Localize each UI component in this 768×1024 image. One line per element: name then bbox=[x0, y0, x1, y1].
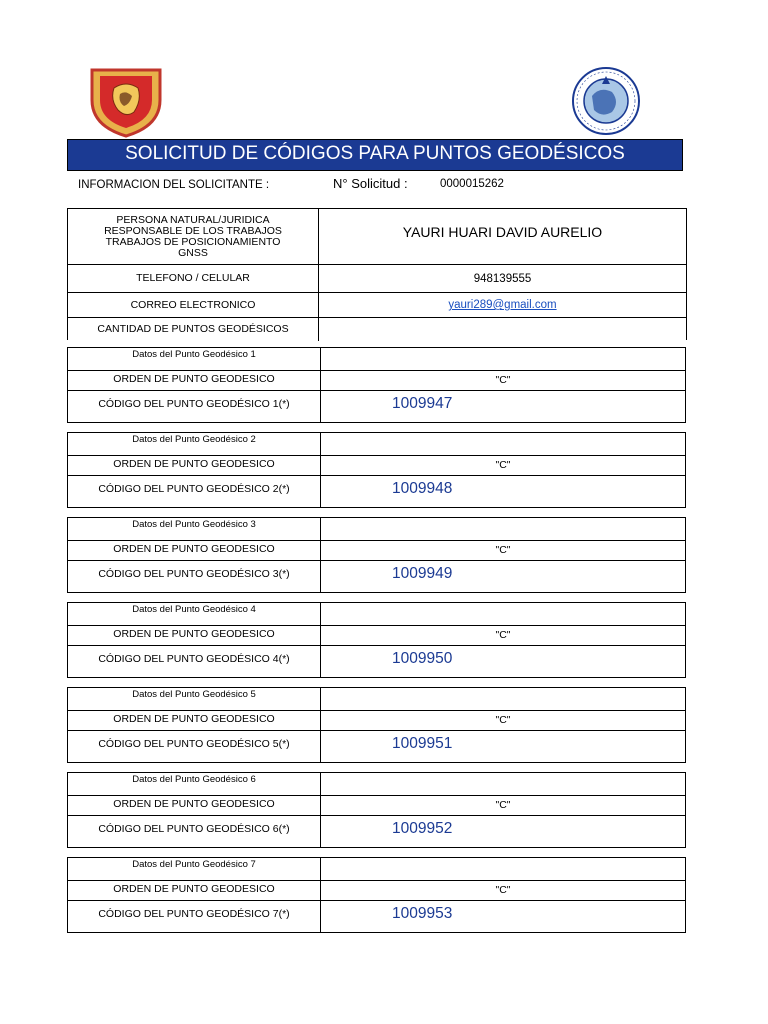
point-header: Datos del Punto Geodésico 5 bbox=[132, 689, 256, 700]
point-code-value: 1009951 bbox=[392, 735, 453, 752]
applicant-row-cantidad bbox=[68, 318, 686, 341]
correo-value-link[interactable]: yauri289@gmail.com bbox=[448, 299, 557, 311]
point-header: Datos del Punto Geodésico 7 bbox=[132, 859, 256, 870]
point-order-label: ORDEN DE PUNTO GEODESICO bbox=[113, 713, 275, 725]
point-order-label: ORDEN DE PUNTO GEODESICO bbox=[113, 798, 275, 810]
point-code-value: 1009947 bbox=[392, 395, 453, 412]
applicant-info-label: INFORMACION DEL SOLICITANTE : bbox=[78, 179, 270, 191]
point-block-6 bbox=[67, 772, 686, 848]
point-order-value: "C" bbox=[495, 714, 511, 726]
point-code-value: 1009952 bbox=[392, 820, 453, 837]
point-header: Datos del Punto Geodésico 2 bbox=[132, 434, 256, 445]
telefono-label: TELEFONO / CELULAR bbox=[136, 272, 250, 284]
applicant-row-persona bbox=[68, 209, 686, 265]
point-code-label: CÓDIGO DEL PUNTO GEODÉSICO 4(*) bbox=[98, 653, 290, 665]
point-code-label: CÓDIGO DEL PUNTO GEODÉSICO 3(*) bbox=[98, 568, 290, 580]
solicitud-number-label: N° Solicitud : bbox=[333, 176, 408, 191]
point-order-label: ORDEN DE PUNTO GEODESICO bbox=[113, 458, 275, 470]
form-title: SOLICITUD DE CÓDIGOS PARA PUNTOS GEODÉSICOS bbox=[125, 143, 625, 164]
certificaciones-seal-logo bbox=[566, 66, 646, 136]
point-header: Datos del Punto Geodésico 1 bbox=[132, 349, 256, 360]
point-code-label: CÓDIGO DEL PUNTO GEODÉSICO 5(*) bbox=[98, 738, 290, 750]
point-header: Datos del Punto Geodésico 4 bbox=[132, 604, 256, 615]
point-block-2 bbox=[67, 432, 686, 508]
point-order-label: ORDEN DE PUNTO GEODESICO bbox=[113, 543, 275, 555]
point-code-value: 1009949 bbox=[392, 565, 453, 582]
point-code-label: CÓDIGO DEL PUNTO GEODÉSICO 1(*) bbox=[98, 398, 290, 410]
point-code-value: 1009948 bbox=[392, 480, 453, 497]
point-block-3 bbox=[67, 517, 686, 593]
point-order-label: ORDEN DE PUNTO GEODESICO bbox=[113, 883, 275, 895]
point-order-value: "C" bbox=[495, 799, 511, 811]
point-order-value: "C" bbox=[495, 374, 511, 386]
point-code-value: 1009950 bbox=[392, 650, 453, 667]
solicitud-number-value: 0000015262 bbox=[440, 178, 504, 190]
point-order-value: "C" bbox=[495, 629, 511, 641]
point-code-label: CÓDIGO DEL PUNTO GEODÉSICO 2(*) bbox=[98, 483, 290, 495]
point-block-4 bbox=[67, 602, 686, 678]
point-block-1 bbox=[67, 347, 686, 423]
correo-label: CORREO ELECTRONICO bbox=[130, 298, 256, 311]
persona-value: YAURI HUARI DAVID AURELIO bbox=[402, 223, 603, 240]
point-block-5 bbox=[67, 687, 686, 763]
point-order-label: ORDEN DE PUNTO GEODESICO bbox=[113, 373, 275, 385]
point-code-label: CÓDIGO DEL PUNTO GEODÉSICO 6(*) bbox=[98, 823, 290, 835]
point-code-value: 1009953 bbox=[392, 905, 453, 922]
point-order-value: "C" bbox=[495, 544, 511, 556]
point-order-value: "C" bbox=[495, 884, 511, 896]
ign-logo bbox=[86, 66, 166, 138]
point-code-label: CÓDIGO DEL PUNTO GEODÉSICO 7(*) bbox=[98, 908, 290, 920]
applicant-table bbox=[67, 208, 687, 340]
telefono-value: 948139555 bbox=[473, 272, 532, 285]
persona-label: PERSONA NATURAL/JURIDICA RESPONSABLE DE LOS TRABAJOS TRABAJOS DE POSICIONAMIENTO GNSS bbox=[104, 213, 282, 259]
applicant-row-correo bbox=[68, 293, 686, 318]
point-block-7 bbox=[67, 857, 686, 933]
cantidad-label: CANTIDAD DE PUNTOS GEODÉSICOS bbox=[97, 323, 289, 335]
cantidad-value bbox=[319, 318, 686, 341]
form-title-bar bbox=[67, 139, 683, 171]
point-order-value: "C" bbox=[495, 459, 511, 471]
point-header: Datos del Punto Geodésico 3 bbox=[132, 519, 256, 530]
applicant-row-telefono bbox=[68, 265, 686, 293]
point-header: Datos del Punto Geodésico 6 bbox=[132, 774, 256, 785]
point-order-label: ORDEN DE PUNTO GEODESICO bbox=[113, 628, 275, 640]
